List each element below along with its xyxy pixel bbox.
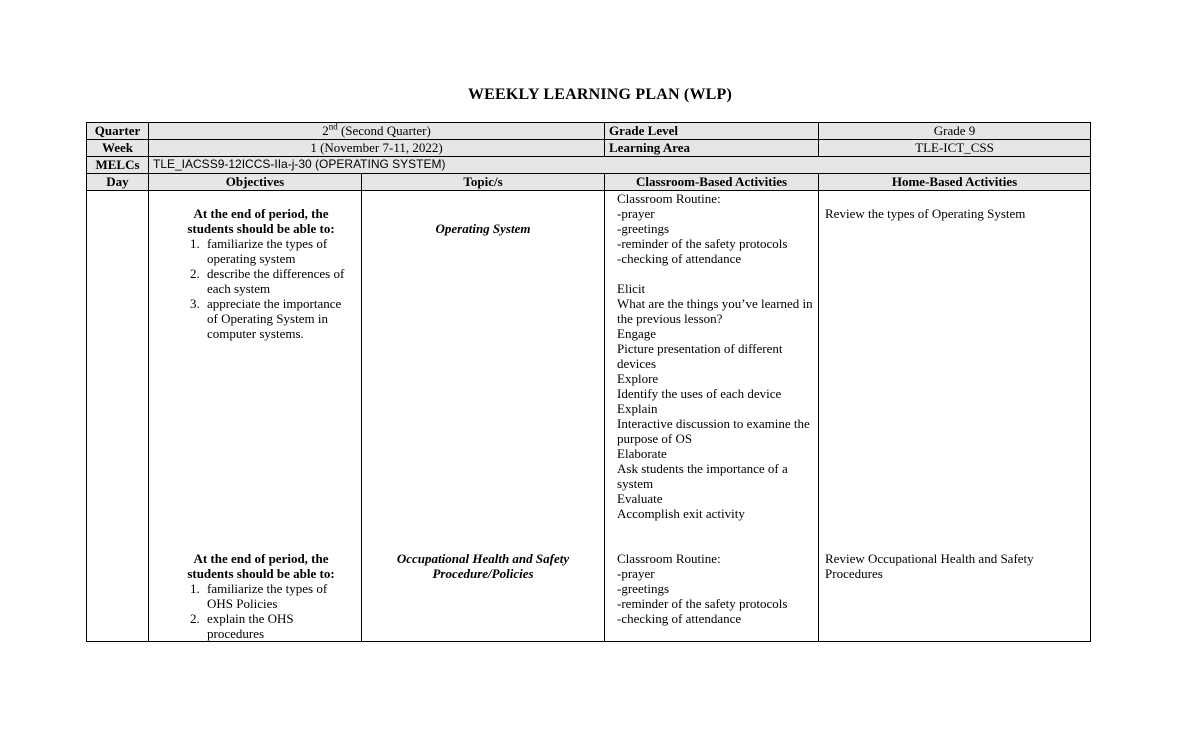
column-header-day: Day [87,174,149,191]
day-cell [87,191,149,642]
list-item: 2. explain the OHS procedures [203,611,351,641]
lesson-1-activities [617,191,814,521]
activity-line: Elicit [617,281,646,296]
classroom-activities-cell [605,191,819,642]
activity-line: What are the things you’ve learned in the previous lesson? [617,296,813,326]
lesson-2-activities [617,551,814,626]
activity-line: Accomplish exit activity [617,506,745,521]
quarter-value: 2nd (Second Quarter) [149,123,605,140]
quarter-label: Quarter [87,123,149,140]
activity-line: Picture presentation of different devices [617,341,783,371]
melcs-row [87,157,1091,174]
activity-spacer [617,266,814,281]
week-row [87,140,1091,157]
objectives-cell [149,191,362,642]
activity-line: -prayer [617,206,655,221]
activity-line: Classroom Routine: [617,191,721,206]
activity-line: -greetings [617,581,669,596]
activity-line: -checking of attendance [617,251,742,266]
objectives-intro: At the end of period, the [193,551,329,566]
document-title: WEEKLY LEARNING PLAN (WLP) [467,86,733,103]
column-header-topics: Topic/s [362,174,605,191]
melcs-value: TLE_IACSS9-12ICCS-IIa-j-30 (OPERATING SYSTEM) [149,157,1091,174]
week-value: 1 (November 7-11, 2022) [149,140,605,157]
objectives-list [171,236,351,341]
home-activities-cell [819,191,1091,642]
activity-line: Identify the uses of each device [617,386,782,401]
column-header-classroom-activities: Classroom-Based Activities [605,174,819,191]
list-item: 2. describe the differences of each system [203,266,351,296]
column-header-home-activities: Home-Based Activities [819,174,1091,191]
learning-area-value: TLE-ICT_CSS [819,140,1091,157]
week-label: Week [87,140,149,157]
activity-line: Classroom Routine: [617,551,721,566]
activity-line: Explore [617,371,659,386]
column-header-objectives: Objectives [149,174,362,191]
learning-area-label: Learning Area [605,140,819,157]
melcs-label: MELCs [87,157,149,174]
lesson-2-home-activity: Review Occupational Health and Safety Procedures [825,551,1034,581]
lessons-row [87,191,1091,642]
grade-level-value: Grade 9 [819,123,1091,140]
activity-line: Explain [617,401,658,416]
lesson-1-objectives [153,206,357,341]
activity-line: Ask students the importance of a system [617,461,788,491]
activity-line: -greetings [617,221,669,236]
activity-line: -reminder of the safety protocols [617,596,788,611]
activity-line: -checking of attendance [617,611,742,626]
topics-cell [362,191,605,642]
lesson-2-objectives [153,551,357,641]
quarter-row [87,123,1091,140]
activity-line: -reminder of the safety protocols [617,236,788,251]
list-item: 1. familiarize the types of operating system [203,236,351,266]
column-header-row [87,174,1091,191]
activity-line: Evaluate [617,491,663,506]
activity-line: Elaborate [617,446,667,461]
objectives-intro: students should be able to: [187,566,335,581]
lesson-2-topic: Occupational Health and Safety Procedure/Policies [396,551,570,581]
list-item: 3. appreciate the importance of Operating System in computer systems. [203,296,351,341]
lesson-1-home-activity: Review the types of Operating System [825,206,1026,221]
objectives-intro: At the end of period, the [193,206,329,221]
activity-line: Interactive discussion to examine the purpose of OS [617,416,810,446]
learning-plan-table [86,122,1091,642]
activity-line: Engage [617,326,656,341]
objectives-list [171,581,351,641]
grade-level-label: Grade Level [605,123,819,140]
list-item: 1. familiarize the types of OHS Policies [203,581,351,611]
objectives-intro: students should be able to: [187,221,335,236]
activity-line: -prayer [617,566,655,581]
lesson-1-topic: Operating System [435,221,531,236]
